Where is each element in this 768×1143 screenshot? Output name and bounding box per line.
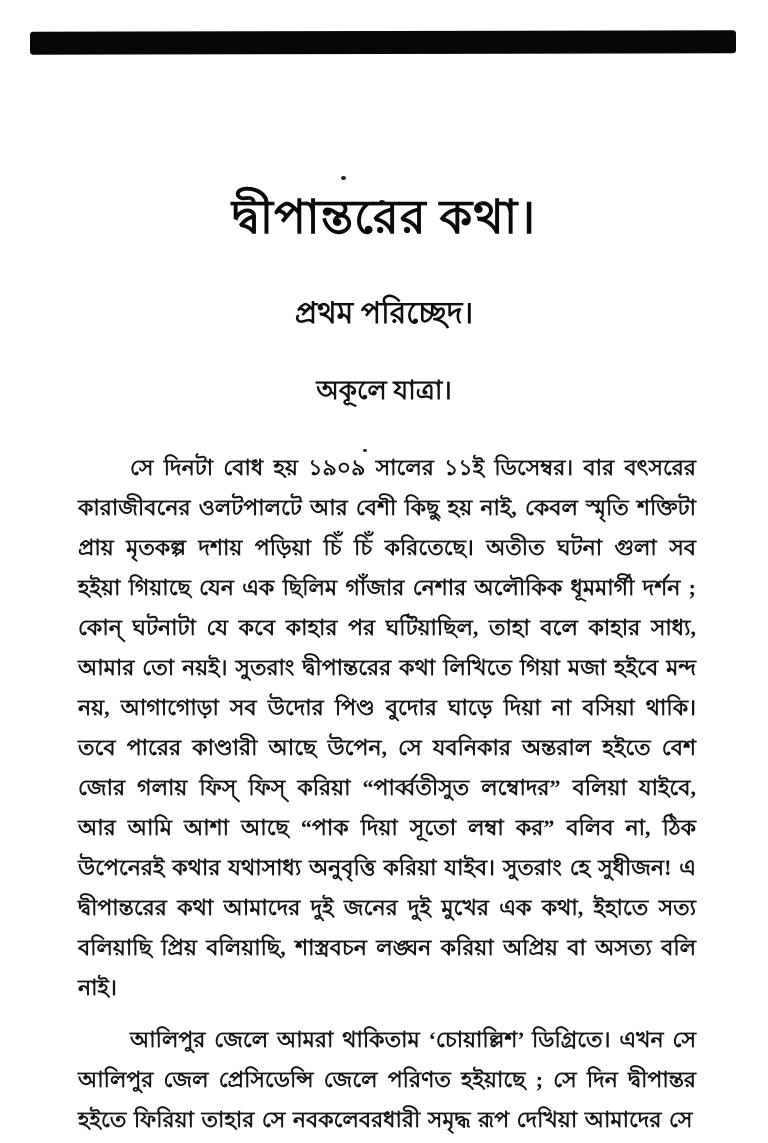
chapter-heading: প্রথম পরিচ্ছেদ। <box>294 297 474 330</box>
body-text <box>78 448 696 1143</box>
paragraph-1: সে দিনটা বোধ হয় ১৯০৯ সালের ১১ই ডিসেম্বর। বার বৎসরের কারাজীবনের ওলটপালটে আর বেশী কিছু হয় নাই, কেবল স্মৃতি শক্তিটা প্রায় মৃতকল্প দশায় পড়িয়া চিঁ চিঁ করিতেছে। অতীত ঘটনা গুলা সব হইয়া গিয়াছে যেন এক ছিলিম গাঁজার নেশার অলৌকিক ধূমমার্গী দর্শন ; কোন্ ঘটনাটা যে কবে কাহার পর ঘটিয়াছিল, তাহা বলে কাহার সাধ্য, আমার তো নয়ই। সুতরাং দ্বীপান্তরের কথা লিখিতে গিয়া মজা হইবে মন্দ নয়, আগাগোড়া সব উদোর পিণ্ড বুদোর ঘাড়ে দিয়া না বসিয়া থাকি। তবে পারের কাণ্ডারী আছে উপেন, সে যবনিকার অন্তরাল হইতে বেশ জোর গলায় ফিস্ ফিস্ করিয়া “পার্ব্বতীসুত লম্বোদর” বলিয়া যাইবে, আর আমি আশা আছে “পাক দিয়া সূতো লম্বা কর” বলিব না, ঠিক উপেনেরই কথার যথাসাধ্য অনুবৃত্তি করিয়া যাইব। সুতরাং হে সুধীজন! এ দ্বীপান্তরের কথা আমাদের দুই জনের দুই মুখের এক কথা, ইহাতে সত্য বলিয়াছি প্রিয় বলিয়াছি, শাস্ত্রবচন লঙ্ঘন করিয়া অপ্রিয় বা অসত্য বলি নাই। <box>78 455 696 1000</box>
book-title: দ্বীপান্তরের কথা। <box>231 192 537 244</box>
ink-speck <box>341 176 346 180</box>
scan-artifact-bar <box>30 30 736 54</box>
section-title: অকূলে যাত্রা। <box>316 376 452 405</box>
paragraph-2: আলিপুর জেলে আমরা থাকিতাম ‘চোয়াল্লিশ’ ডিগ্রিতে। এখন সে আলিপুর জেল প্রেসিডেন্সি জেলে পরিণত হইয়াছে ; সে দিন দ্বীপান্তর হইতে ফিরিয়া তাহার সে নবকলেবরধারী সমৃদ্ধ রূপ দেখিয়া আমাদের সে <box>78 1027 696 1132</box>
